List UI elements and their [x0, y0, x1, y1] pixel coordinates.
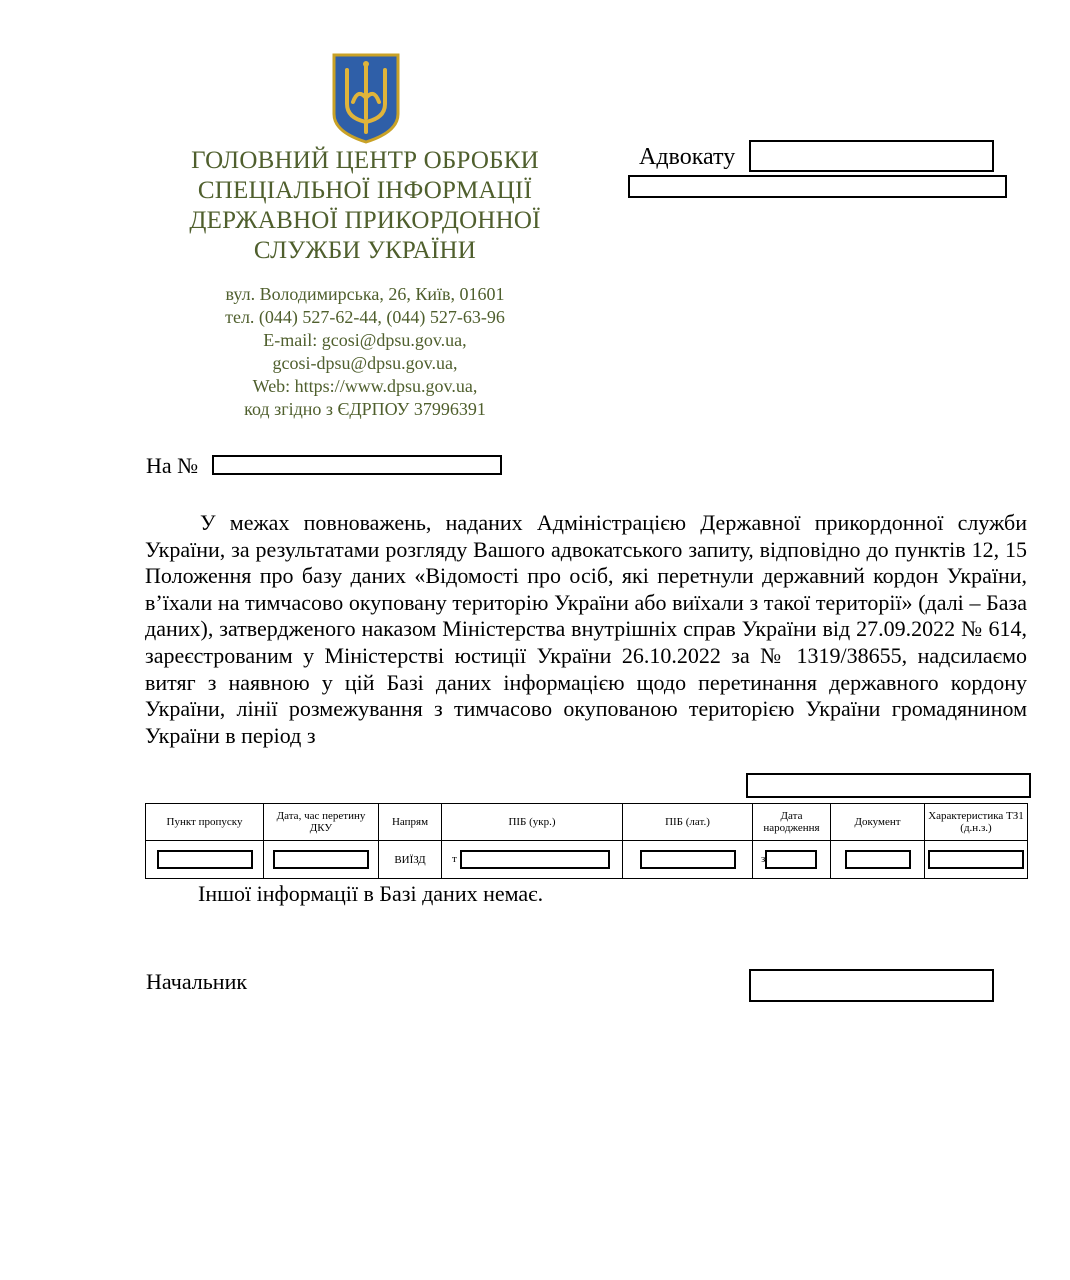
redaction-box [640, 850, 736, 869]
table-cell [753, 841, 831, 879]
table-cell [925, 841, 1028, 879]
column-header: ПІБ (укр.) [442, 804, 623, 841]
column-header: Дата, час перетину ДКУ [264, 804, 379, 841]
table-cell [831, 841, 925, 879]
redaction-box [628, 175, 1007, 198]
phone-line: тел. (044) 527-62-44, (044) 527-63-96 [225, 307, 505, 327]
redaction-box [749, 969, 994, 1002]
table-cell [146, 841, 264, 879]
organization-contacts [150, 283, 580, 421]
table-cell [264, 841, 379, 879]
organization-name [150, 146, 580, 266]
redaction-box [746, 773, 1031, 798]
column-header: Дата народження [753, 804, 831, 841]
column-header: Характеристика ТЗ1 (д.н.з.) [925, 804, 1028, 841]
org-name-line: СПЕЦІАЛЬНОЇ ІНФОРМАЦІЇ [197, 177, 533, 204]
table-header-row [146, 804, 1028, 841]
email-line: E-mail: gcosi@dpsu.gov.ua, [263, 330, 467, 350]
redaction-box [845, 850, 911, 869]
column-header: Пункт пропуску [146, 804, 264, 841]
redaction-box [928, 850, 1024, 869]
column-header: Напрям [379, 804, 442, 841]
edrpou-code-line: код згідно з ЄДРПОУ 37996391 [244, 399, 486, 419]
column-header: Документ [831, 804, 925, 841]
border-crossing-table [145, 803, 1028, 879]
addressee-label: Адвокату [639, 144, 736, 170]
birth-prefix: з [761, 853, 766, 866]
letter-body [145, 510, 1027, 749]
direction-value: ВИЇЗД [394, 853, 426, 866]
table-row [146, 841, 1028, 879]
body-paragraph: У межах повноважень, наданих Адміністрацією Державної прикордонної служби України, за результатами розгляду Вашого адвокатського запиту, відповідно до пунктів 12, 15 Положення про базу даних «Відомості про осіб, які перетнули державний кордон України, в’їхали на тимчасово окуповану територію України або виїхали з такої території» (далі – База даних), затвердженого наказом Міністерства внутрішніх справ України від 27.09.2022 № 614, зареєстрованим у Міністерстві юстиції України 26.10.2022 за № 1319/38655, надсилаємо витяг з наявною у цій Базі даних інформацією щодо перетинання державного кордону України, лінії розмежування з тимчасово окупованою територією України громадянином України в період з [145, 510, 1027, 748]
address-line: вул. Володимирська, 26, Київ, 01601 [225, 284, 505, 304]
name-prefix: т [452, 853, 457, 866]
redaction-box [212, 455, 502, 475]
email-line: gcosi-dpsu@dpsu.gov.ua, [272, 353, 458, 373]
redaction-box [749, 140, 994, 172]
org-name-line: ГОЛОВНИЙ ЦЕНТР ОБРОБКИ [191, 147, 539, 174]
redaction-box [460, 850, 610, 869]
closing-statement: Іншої інформації в Базі даних немає. [198, 881, 544, 906]
signatory-title: Начальник [146, 969, 248, 994]
reference-number-label: На № [146, 453, 199, 478]
redaction-box [157, 850, 253, 869]
redaction-box [765, 850, 817, 869]
web-line: Web: https://www.dpsu.gov.ua, [252, 376, 478, 396]
redaction-box [273, 850, 369, 869]
org-name-line: СЛУЖБИ УКРАЇНИ [253, 237, 477, 264]
table-cell [623, 841, 753, 879]
org-name-line: ДЕРЖАВНОЇ ПРИКОРДОННОЇ [189, 207, 541, 234]
direction-cell [379, 841, 442, 879]
column-header: ПІБ (лат.) [623, 804, 753, 841]
trident-coat-of-arms-icon [331, 52, 401, 144]
table-cell [442, 841, 623, 879]
